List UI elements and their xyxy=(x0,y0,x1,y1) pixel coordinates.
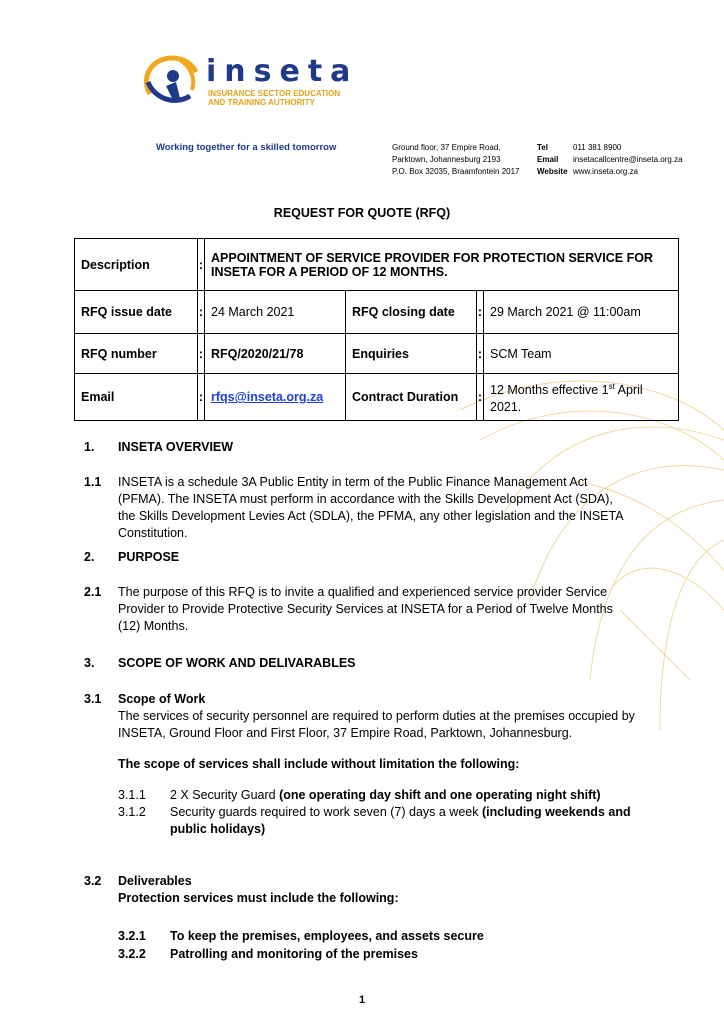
logo-subtitle: INSURANCE SECTOR EDUCATION AND TRAINING AUTHORITY xyxy=(208,89,341,107)
colon: : xyxy=(198,291,205,334)
section-number: 3.2 xyxy=(84,874,102,888)
scope-intro: The scope of services shall include without limitation the following: xyxy=(118,757,520,771)
description-label: Description xyxy=(75,239,198,291)
section-number: 2.1 xyxy=(84,585,102,599)
issue-date-value: 24 March 2021 xyxy=(205,291,346,334)
enquiries-value: SCM Team xyxy=(484,334,679,374)
item-3-2-1: To keep the premises, employees, and assets secure xyxy=(170,929,484,943)
email-label: Email xyxy=(75,374,198,421)
logo-wordmark: inseta xyxy=(206,54,359,89)
item-number: 3.1.1 xyxy=(118,788,146,802)
section-number: 3. xyxy=(84,656,95,670)
section-heading: PURPOSE xyxy=(118,550,180,564)
contract-duration-label: Contract Duration xyxy=(346,374,477,421)
subsection-heading: Deliverables xyxy=(118,874,192,888)
inseta-logo-icon xyxy=(140,52,202,108)
item-3-1-1: 2 X Security Guard (one operating day shift and one operating night shift) xyxy=(170,788,601,802)
deliverables-intro: Protection services must include the following: xyxy=(118,891,399,905)
section-number: 1. xyxy=(84,440,95,454)
item-3-2-2: Patrolling and monitoring of the premises xyxy=(170,947,418,961)
rfq-details-table xyxy=(74,238,679,421)
tagline: Working together for a skilled tomorrow xyxy=(156,142,337,153)
rfq-number-value: RFQ/2020/21/78 xyxy=(205,334,346,374)
colon: : xyxy=(477,291,484,334)
colon: : xyxy=(198,374,205,421)
colon: : xyxy=(477,374,484,421)
paragraph-3-1: The services of security personnel are required to perform duties at the premises occupied by INSETA, Ground Floor and First Floor, 37 Empire Road, Parktown, Johannesburg. xyxy=(118,709,635,740)
item-number: 3.2.1 xyxy=(118,929,146,943)
postal-address: Ground floor, 37 Empire Road, Parktown, Johannesburg 2193 P.O. Box 32035, Braamfontein 2017 xyxy=(392,143,520,176)
issue-date-label: RFQ issue date xyxy=(75,291,198,334)
item-3-1-2: Security guards required to work seven (7) days a week (including weekends and public holidays) xyxy=(170,805,631,836)
enquiries-label: Enquiries xyxy=(346,334,477,374)
colon: : xyxy=(198,334,205,374)
document-title: REQUEST FOR QUOTE (RFQ) xyxy=(273,206,451,220)
colon: : xyxy=(477,334,484,374)
closing-date-value: 29 March 2021 @ 11:00am xyxy=(484,291,679,334)
section-number: 3.1 xyxy=(84,692,102,706)
subsection-heading: Scope of Work xyxy=(118,692,206,706)
paragraph-1-1: INSETA is a schedule 3A Public Entity in term of the Public Finance Management Act (PFMA). The INSETA must perform in accordance with the Skills Development Act (SDA), the Skills Development Levies Act (SDLA), the PFMA, any other legislation and the INSETA Constitution. xyxy=(118,475,624,540)
email-link[interactable]: rfqs@inseta.org.za xyxy=(211,390,324,405)
contact-details: Tel 011 381 8900 Email insetacallcentre@inseta.org.za Website www.inseta.org.za xyxy=(537,143,683,176)
section-number: 1.1 xyxy=(84,475,102,489)
page-number: 1 xyxy=(358,994,366,1006)
description-value: APPOINTMENT OF SERVICE PROVIDER FOR PROTECTION SERVICE FOR INSETA FOR A PERIOD OF 12 MONTHS. xyxy=(205,239,679,291)
item-number: 3.1.2 xyxy=(118,805,146,819)
item-number: 3.2.2 xyxy=(118,947,146,961)
section-heading: INSETA OVERVIEW xyxy=(118,440,234,454)
closing-date-label: RFQ closing date xyxy=(346,291,477,334)
section-heading: SCOPE OF WORK AND DELIVARABLES xyxy=(118,656,356,670)
rfq-number-label: RFQ number xyxy=(75,334,198,374)
contract-duration-value: 12 Months effective 1st April 2021. xyxy=(484,374,679,421)
colon: : xyxy=(198,239,205,291)
paragraph-2-1: The purpose of this RFQ is to invite a qualified and experienced service provider Service Provider to Provide Protective Security Services at INSETA for a Period of Twelve Months (12) Months. xyxy=(118,585,613,633)
section-number: 2. xyxy=(84,550,95,564)
